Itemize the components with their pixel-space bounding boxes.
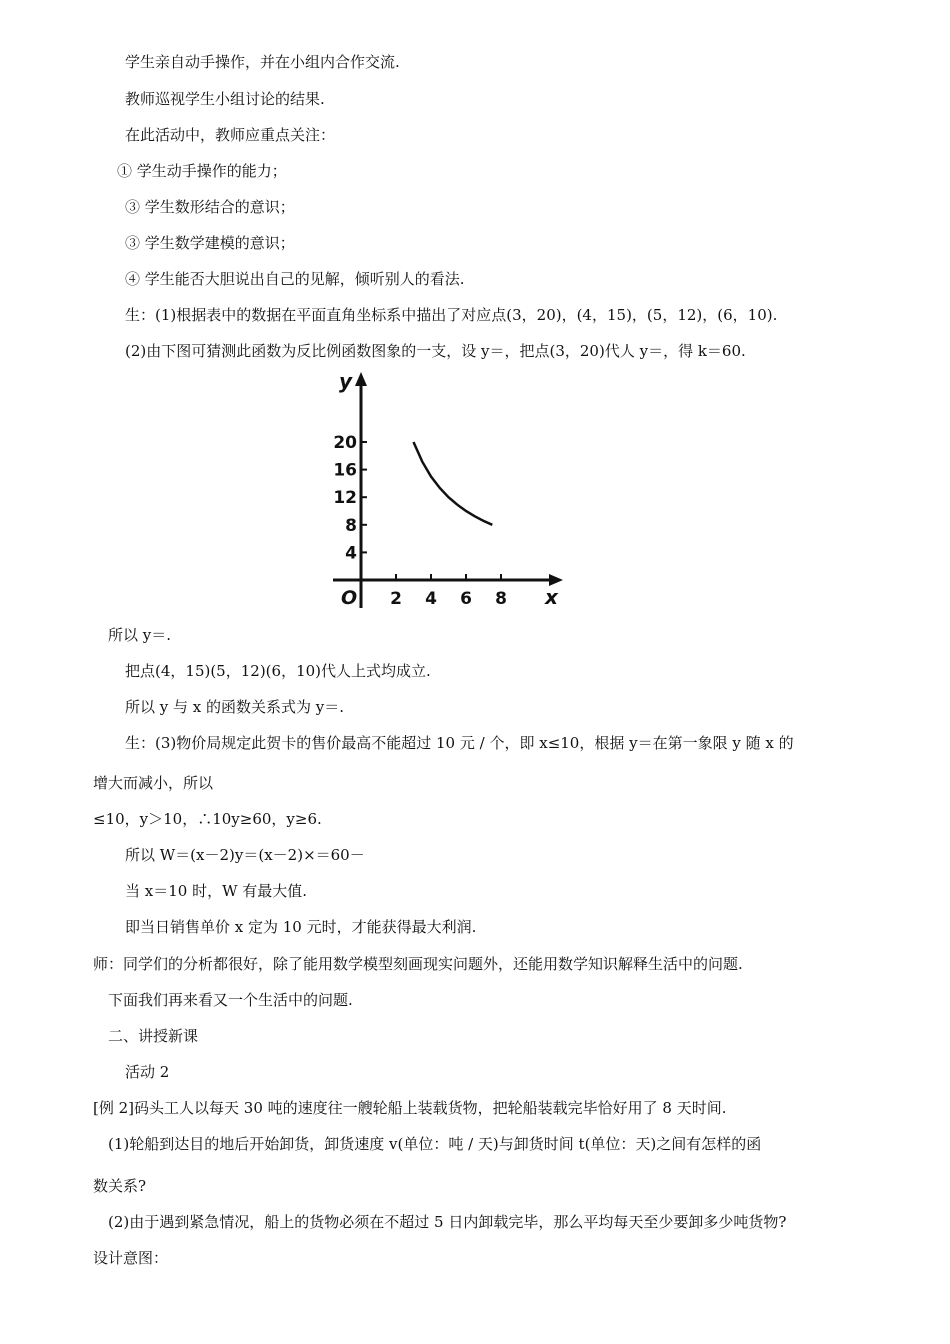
x-tick-label: 6 (460, 589, 472, 609)
y-axis-label: y (339, 369, 353, 393)
text-line: (2)由下图可猜测此函数为反比例函数图象的一支，设 y＝，把点(3，20)代人 y＝，得 k＝60. (125, 342, 746, 360)
text-line: (2)由于遇到紧急情况，船上的货物必须在不超过 5 日内卸载完毕，那么平均每天至少要卸多少吨货物? (108, 1213, 787, 1231)
text-line: (1)轮船到达目的地后开始卸货，卸货速度 v(单位：吨 / 天)与卸货时间 t(单位：天)之间有怎样的函 (108, 1135, 762, 1153)
text-line: 把点(4，15)(5，12)(6，10)代人上式均成立. (125, 662, 431, 680)
text-line: 师：同学们的分析都很好，除了能用数学模型刻画现实问题外，还能用数学知识解释生活中的问题. (93, 955, 743, 973)
text-line: 设计意图： (93, 1249, 169, 1267)
x-tick-label: 2 (390, 589, 402, 609)
text-line: 所以 y 与 x 的函数关系式为 y＝. (125, 698, 345, 716)
text-line: ≤10，y＞10，∴10y≥60，y≥6. (93, 810, 322, 828)
text-line: 学生亲自动手操作，并在小组内合作交流. (125, 53, 400, 71)
y-tick-label: 8 (345, 515, 357, 536)
text-line: 生：(3)物价局规定此贺卡的售价最高不能超过 10 元 / 个，即 x≤10，根据 y＝在第一象限 y 随 x 的 (125, 734, 794, 752)
text-line: ③ 学生数学建模的意识； (125, 234, 295, 252)
text-line: [例 2]码头工人以每天 30 吨的速度往一艘轮船上装载货物，把轮船装载完毕恰好用了 8 天时间. (93, 1099, 727, 1117)
text-line: 生：(1)根据表中的数据在平面直角坐标系中描出了对应点(3，20)，(4，15)，(5，12)，(6，10). (125, 306, 778, 324)
text-line: 二、讲授新课 (108, 1027, 199, 1045)
text-line: 即当日销售单价 x 定为 10 元时，才能获得最大利润. (125, 918, 477, 936)
y-tick-label: 16 (333, 460, 357, 481)
origin-label: O (341, 587, 358, 609)
x-tick-label: 8 (495, 589, 507, 609)
text-line: 数关系? (93, 1177, 147, 1195)
y-tick-label: 20 (333, 433, 357, 453)
inverse-function-graph (325, 368, 575, 613)
text-line: ③ 学生数形结合的意识； (125, 198, 295, 216)
text-line: 在此活动中，教师应重点关注： (125, 126, 336, 144)
text-line: 当 x＝10 时，W 有最大值. (125, 882, 308, 900)
text-line: 所以 y＝. (108, 626, 172, 644)
y-axis-arrow (355, 372, 367, 386)
text-line: ① 学生动手操作的能力； (117, 162, 287, 180)
y-tick-label: 12 (333, 488, 357, 509)
text-line: 所以 W＝(x－2)y＝(x－2)×＝60－ (125, 846, 365, 864)
x-tick-label: 4 (425, 589, 437, 609)
text-line: 增大而减小，所以 (93, 774, 214, 792)
y-tick-label: 4 (345, 543, 357, 564)
x-axis-label: x (545, 585, 558, 609)
text-line: 下面我们再来看又一个生活中的问题. (108, 991, 353, 1009)
text-line: 活动 2 (125, 1063, 170, 1081)
inverse-curve (414, 442, 493, 525)
text-line: ④ 学生能否大胆说出自己的见解，倾听别人的看法. (125, 270, 465, 288)
text-line: 教师巡视学生小组讨论的结果. (125, 90, 325, 108)
